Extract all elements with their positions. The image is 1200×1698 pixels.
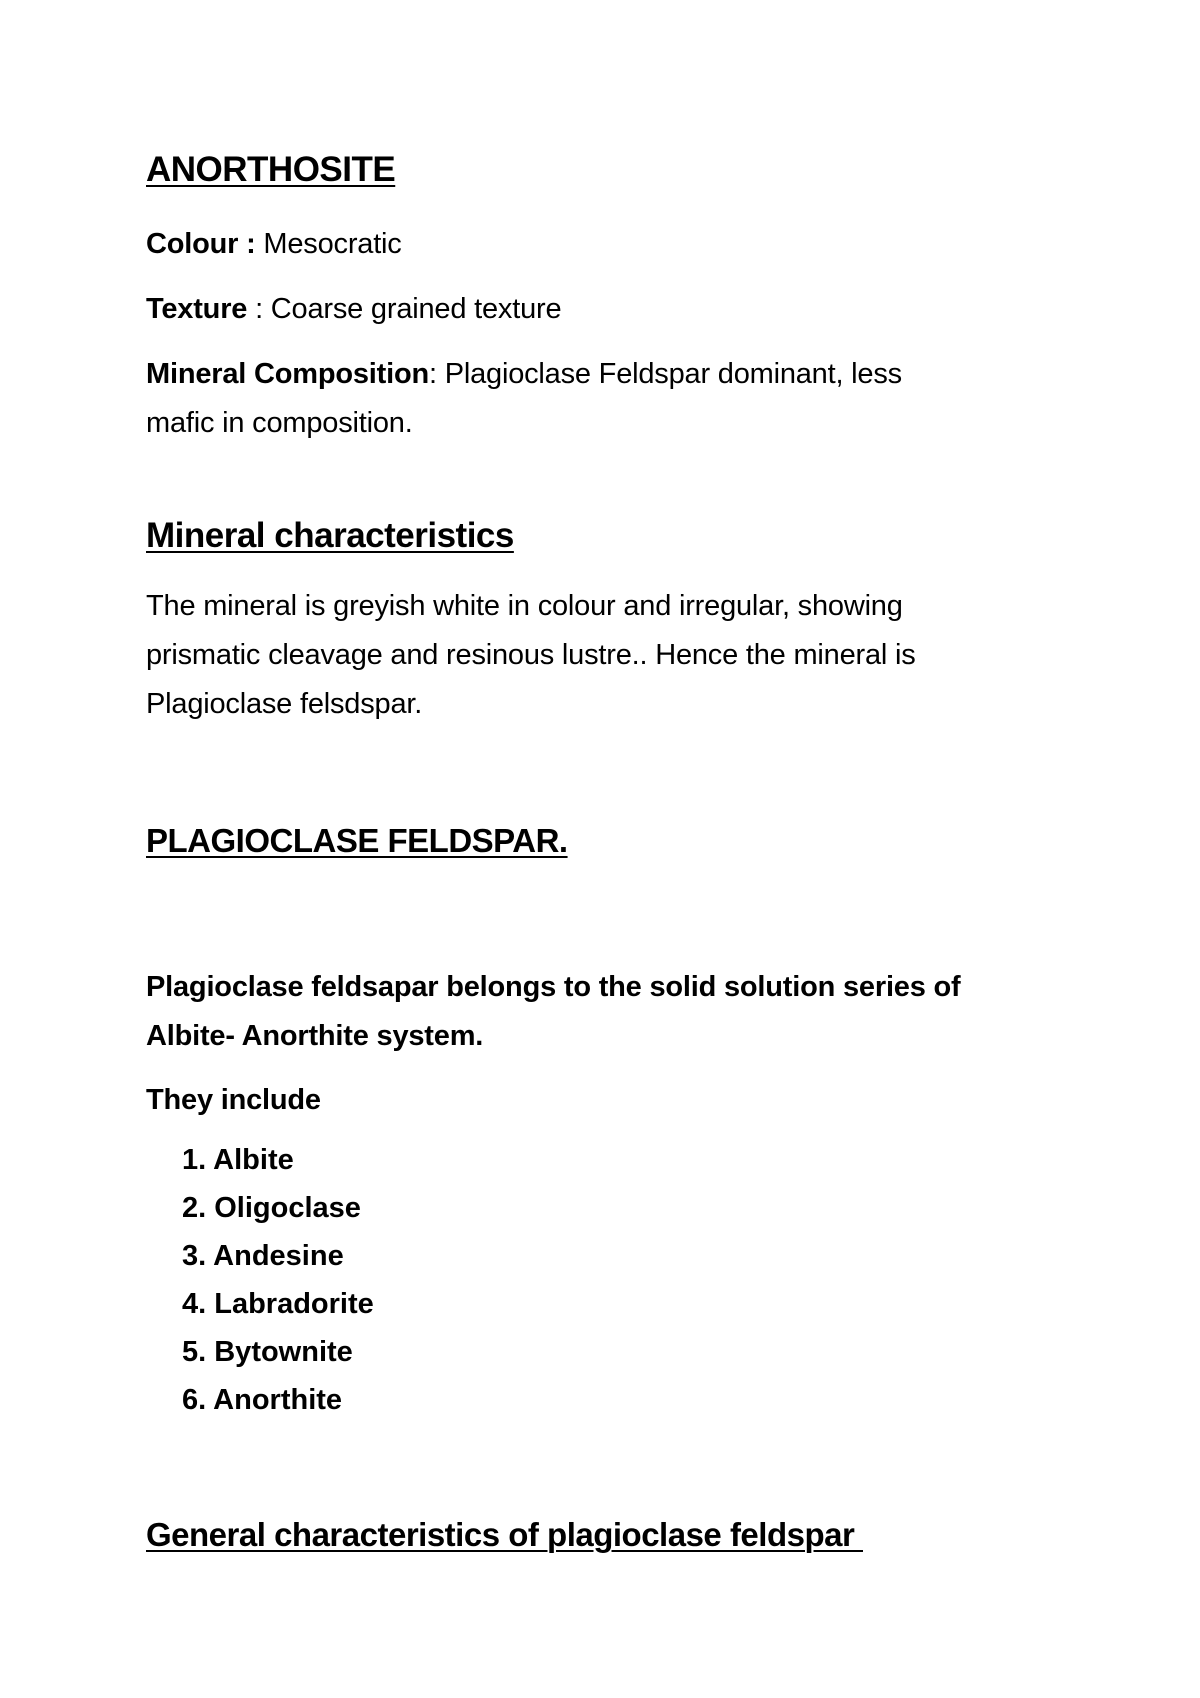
texture-label: Texture — [146, 293, 248, 325]
paragraph-line-1: The mineral is greyish white in colour and irregular, showing — [146, 590, 903, 622]
paragraph-line-2: prismatic cleavage and resinous lustre.. Hence the mineral is — [146, 639, 916, 671]
mineral-composition-value: : Plagioclase Feldspar dominant, less — [429, 358, 902, 390]
mineral-characteristics-paragraph — [146, 582, 916, 729]
mineral-composition-block — [146, 350, 902, 448]
heading-plagioclase-feldspar: PLAGIOCLASE FELDSPAR. — [146, 822, 568, 859]
list-item: 3. Andesine — [182, 1240, 344, 1272]
mineral-composition-line-2: mafic in composition. — [146, 407, 413, 439]
mineral-composition-line-1 — [146, 350, 902, 399]
texture-line — [146, 285, 561, 334]
list-item: 6. Anorthite — [182, 1384, 343, 1416]
plagioclase-intro-line-2: Albite- Anorthite system. — [146, 1020, 484, 1052]
list-item: 5. Bytownite — [182, 1336, 353, 1368]
colour-line — [146, 220, 402, 269]
heading-mineral-characteristics: Mineral characteristics — [146, 516, 514, 555]
mineral-composition-label: Mineral Composition — [146, 358, 429, 390]
texture-value: : Coarse grained texture — [247, 293, 562, 325]
plagioclase-intro — [146, 963, 960, 1061]
colour-value: Mesocratic — [255, 228, 402, 260]
list-item: 1. Albite — [182, 1144, 294, 1176]
title-anorthosite: ANORTHOSITE — [146, 150, 396, 189]
list-item: 2. Oligoclase — [182, 1192, 361, 1224]
heading-general-characteristics: General characteristics of plagioclase feldspar — [146, 1516, 863, 1553]
list-item: 4. Labradorite — [182, 1288, 374, 1320]
paragraph-line-3: Plagioclase felsdspar. — [146, 688, 423, 720]
colour-label: Colour : — [146, 228, 256, 260]
they-include-text: They include — [146, 1084, 321, 1116]
plagioclase-intro-line-1: Plagioclase feldsapar belongs to the solid solution series of — [146, 971, 961, 1003]
plagioclase-members-list — [182, 1136, 374, 1424]
